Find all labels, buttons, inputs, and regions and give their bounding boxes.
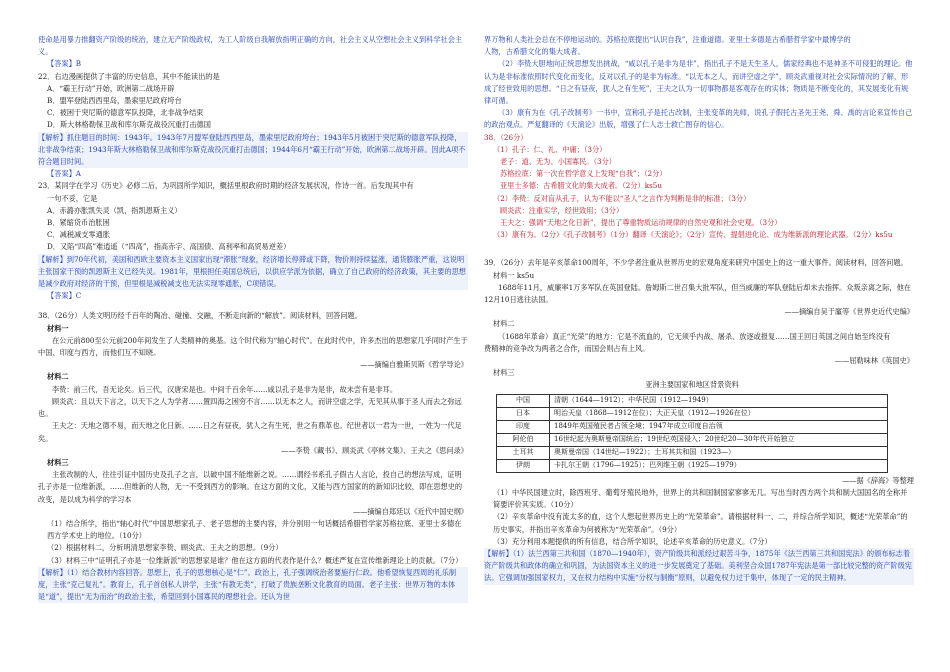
q23-option-d: D．又陷“四高”难逍遥（“四高”，指高赤字、高国债、高利率和高贸易逆差）	[47, 242, 291, 252]
left-column	[38, 34, 468, 603]
q39-question3: （3）充分利用本题提供的所有信息，结合所学知识，论述辛亥革命的历史意义。（7分）	[493, 536, 772, 546]
table-row	[497, 446, 888, 459]
q22-analysis: 【解析】抓住题目的时间：1943年。1943年7月盟军登陆西西里岛，墨索里尼政府垮台；1943年5月被困于突尼斯的德意军队投降，北非战争结束；1943年斯大林格勒保卫战和库尔斯克战役沉重打击德国；1944年6月“霸王行动”开始，欧洲第二战场开辟。因此A项不符合题目时间。	[38, 132, 468, 169]
q39-analysis: 【解析】（1）法兰西第三共和国（1870—1940年），资产阶级共和派经过艰苦斗争，1875年《法兰西第三共和国宪法》的颁布标志着资产阶级共和政体的确立和巩固，为法国资本主义的进一步发展奠定了基础。美利坚合众国1787年宪法是第一部比较完整的资产阶级宪法。它强调加强国家权力，又在权力结构中实施“分权与制衡”原则，以避免权力过于集中，体现了一定的民主精神。	[484, 548, 914, 585]
table-cell-info: 明治天皇（1868—1912在位）；大正天皇（1912—1926在位）	[550, 407, 888, 420]
q22-answer: 【答案】A	[47, 169, 81, 179]
q22-option-a: A．“霸王行动”开始，欧洲第二战场开辟	[47, 83, 175, 93]
table-cell-info: 奥斯曼帝国（14世纪—1922）；土耳其共和国（1923—）	[550, 446, 888, 459]
table-row	[497, 420, 888, 433]
q39-material2-source: ——屈勒味林《英国史》	[834, 356, 914, 366]
q38-answer-line1: （1）孔子：仁、礼、中庸；（3分）	[493, 144, 607, 154]
q38-material1-source: ——摘编自雅斯贝斯《哲学导论》	[360, 360, 468, 370]
q39-material1-title: 材料一 ks5u	[493, 270, 535, 280]
q38-stem: 38．（26分）人类文明历经千百年的陶冶、碰撞、交融，不断走向新的“解放”。阅读材料，回答问题。	[38, 311, 362, 321]
q22-stem: 22．右边漫画提供了丰富的历史信息，其中不能读出的是	[38, 71, 220, 81]
q21-analysis-tail: 使命是用暴力推翻资产阶级的统治，建立无产阶级政权，为工人阶级自我解放指明正确的方向，社会主义从空想社会主义到科学社会主义。	[38, 35, 463, 57]
q38-material2-li-zhi: 李贽：前三代，吾无论矣。后三代，汉唐宋是也。中间千百余年……咸以孔子是非为是非，故未尝有是非耳。	[52, 384, 398, 394]
q38-question1: （1）结合所学，指出“轴心时代”中国思想家孔子、老子思想的主要内容，并分别用一句话概括希腊哲学家苏格拉底、亚里士多德在西方学术史上的地位。（10分）	[47, 518, 462, 541]
table-cell-info: 卡扎尔王朝（1796—1925）；巴列维王朝（1925—1979）	[550, 459, 888, 472]
q38-analysis-cont-line2: 人物，古希腊文化的集大成者。	[484, 47, 585, 57]
background-table	[496, 394, 888, 473]
q23-option-b: B．紧缩货币治胀困	[47, 218, 110, 228]
q38-answer-line8: （3）康有为。（2分）《孔子改制考》（1分）翻译《天演论》；（2分）宣传、提倡进化论、成为维新派的理论武器。（2分）ks5u	[493, 230, 893, 240]
q38-material2-wang-fuzhi: 王夫之：天地之德不易，而天地之化日新。……日之有昼夜，犹人之有生死，世之有鼎革也。纪世者以一君为一世，一姓为一代足矣。	[38, 421, 462, 443]
table-cell-info: 清朝（1644—1912）；中华民国（1912—1949）	[550, 394, 888, 407]
q22-option-c: C．被困于突尼斯的德意军队投降，北非战争结束	[47, 108, 204, 118]
q38-question2: （2）根据材料二，分析明清思想家李贽、顾炎武、王夫之的思想。（9分）	[47, 543, 283, 553]
q22-option-d: D．斯大林格勒保卫战和库尔斯克战役沉重打击德国	[47, 120, 211, 130]
q39-material2-text: （1688年革命）真正“光荣”的地方：它是不流血的，它无须乎内战、屠杀、放逐或报复……国王回日英国之间自始至终没有	[498, 331, 891, 341]
q38-material3-title: 材料三	[47, 457, 69, 467]
q38-material2-gu-yanwu: 顾炎武：且以天下言之，以天下之人为学者……置四海之困穷不言……以无本之人，而讲空虚之学，无见其从事于圣人而去之弥远也。	[38, 396, 462, 419]
q39-material1-text: 1688年11月，威廉率1万多军队在英国登陆。詹姆斯二世召集大批军队，但当威廉的军队登陆后却未去指挥。众叛亲离之际，他在12月10日逃往法国。	[484, 282, 911, 305]
q39-table-source: ——据《辞海》等整理	[842, 475, 914, 485]
q38-analysis-part3: （3）康有为在《孔子改制考》一书中，宣称孔子是托古改制，主张变革的先师，说孔子假托古圣先王尧、舜、禹的言论来宣传自己的政治观点。严复翻译的《天演论》出版，增强了仁人志士救亡图存的信心。	[484, 108, 913, 130]
q23-option-c: C．减税减支零通胀	[47, 230, 111, 240]
q38-answer-line6: 顾炎武：注重实学，经世致用；（3分）	[500, 205, 624, 215]
q23-analysis: 【解析】到70年代初，美国和西欧主要资本主义国家出现“滞胀”现象，经济增长停滞或下降，物价则持续猛涨，通货膨胀严重，这说明主张国家干预的凯恩斯主义已经失灵。1981年，里根担任美国总统后，以供应学派为依据，确立了自己政府的经济政策，其主要的思想是减少政府对经济的干预，但里根是减税减支也无法实现零通胀，C项错误。	[38, 254, 468, 291]
q39-material3-title: 材料三	[493, 368, 515, 378]
q39-material2-text2: 费精神的竞争改为两者之合作，而国会则占有上风。	[484, 343, 650, 353]
table-cell-region: 日本	[497, 407, 550, 420]
q38-material1-text: 在公元前800至公元前200年间发生了人类精神的奥基。这个时代称为“轴心时代”。在此时代中，许多杰出的思想家几乎同时产生于中国、印度与西方，而他们互不知晓。	[38, 335, 468, 358]
q38-question3: （3）材料三中“证明孔子亦是一位维新派”的思想家是谁？他在这方面的代表作是什么？概述严复在宣传维新理论上的贡献。（7分）	[47, 555, 463, 565]
table-cell-region: 印度	[497, 420, 550, 433]
q39-question1: （1）中华民国建立时，除西班牙、葡萄牙殖民地外，世界上的共和国制国家寥寥无几。写出当时西方两个共和制大国国名的全称并简要评价其实质。（10分）	[493, 487, 908, 510]
table-row	[497, 407, 888, 420]
q39-material2-title: 材料二	[493, 319, 515, 329]
q38-answer-line5: （2）李贽：反对盲从孔子，认为不能以“圣人”之言作为判断是非的标准；（3分）	[493, 193, 751, 203]
q38-material3-source: ——摘编自郑廷以《近代中国史纲》	[352, 506, 468, 516]
q39-question2: （2）辛亥革命中没有流太多的血，这个人想起世界历史上的“光荣革命”。请根据材料一、二，并综合所学知识，概述“光荣革命”的历史事实，并指出辛亥革命为何被称为“光荣革命”。（9分）	[493, 512, 908, 534]
q38-material1-title: 材料一	[47, 323, 69, 333]
q38-answer-line7: 王夫之：强调“天地之化日新”，提出了尊重物质运动规律的自然史观和社会史观。（3分）	[500, 218, 782, 228]
q38-answer-title: 38．（26分）	[484, 132, 528, 142]
table-cell-info: 16世纪起为奥斯曼帝国统治；19世纪英国侵入；20世纪20—30年代开始独立	[550, 433, 888, 446]
q39-material1-source: ——摘编自吴于廑等《世界史近代史编》	[784, 307, 914, 317]
table-cell-info: 1849年英国殖民者占领全境；1947年成立印度自治领	[550, 420, 888, 433]
table-cell-region: 中国	[497, 394, 550, 407]
q38-material3-text: 主张改制的人，往往引证中国历史及孔子之言，以破中国不能维新之说。……谓经书系孔子假古人言论，投自己的想法写成，证明孔子亦是一位维新派，……但维新的人物，无一不受到西方的影响。在这方面的文化，又能与西方国家的的新知识比较，即在思想史的改变，是以成为科学的学习本	[38, 470, 463, 504]
q23-stem-line2: 一句不妥，它是	[47, 193, 98, 203]
q38-answer-line2: 老子：道、无为、小国寡民。（3分）	[500, 157, 616, 167]
table-row	[497, 394, 888, 407]
q38-material2-title: 材料二	[47, 372, 69, 382]
q38-analysis-part2: （2）李贽大胆地向正统思想发出挑战，“咸以孔子是非为是非”，指出孔子不是天生圣人，儒家经典也不是神圣不可侵犯的理论。他认为是非标准依照时代变化而变化，反对以孔子的是非为标准。“以无本之人，而讲空虚之学”，顾炎武重视对社会实际情况的了解，形成了经世致用的思想。“日之有昼夜，犹人之有生死”，王夫之认为一切事物都是客观存在的实体；物质是不断变化的，其发展变化有规律可循。	[484, 59, 913, 106]
q22-option-b: B．盟军登陆西西里岛，墨索里尼政府垮台	[47, 96, 182, 106]
q39-table-caption: 亚洲主要国家和地区背景资料	[645, 380, 739, 390]
table-cell-region: 阿伦伯	[497, 433, 550, 446]
table-row	[497, 433, 888, 446]
table-row	[497, 459, 888, 472]
table-cell-region: 伊朗	[497, 459, 550, 472]
q38-analysis-cont-line1: 界万物和人类社会总在不停地运动的。苏格拉底提出“认识自我”，注重道德。亚里士多德是古希腊哲学家中最博学的	[484, 35, 851, 44]
q39-stem: 39．（26分）去年是辛亥革命100周年，不少学者注重从世界历史的宏观角度来研究中国史上的这一重大事件。阅读材料，回答问题。	[484, 258, 908, 268]
q38-material2-source: ——李贽《藏书》、顾炎武《亭林文集》、王夫之《思问录》	[281, 445, 468, 455]
q38-answer-line3: 苏格拉底：第一次在哲学意义上发现“自我”；（2分）	[500, 169, 667, 179]
table-cell-region: 土耳其	[497, 446, 550, 459]
q38-analysis: 【解析】（1）结合教材内容回答。思想上，孔子的思想核心是“仁”。政治上，孔子强调统治者要施行仁政。他希望恢复西周的礼乐制度，主张“克己复礼”。教育上，孔子首创私人讲学，主张“有教无类”，打破了贵族垄断文化教育的局面。老子主张：世界万物的本体是“道”，提出“无为而治”的政治主张，希望回到小国寡民的理想社会。还认为世	[38, 567, 468, 604]
q38-answer-line4: 亚里士多德：古希腊文化的集大成者。（2分）ks5u	[500, 181, 662, 191]
right-column	[484, 34, 914, 585]
q23-option-a: A．赤潞亦胀凯失灵（凯，指凯恩斯主义）	[47, 205, 182, 215]
q21-answer: 【答案】B	[47, 59, 82, 69]
q23-answer: 【答案】C	[47, 291, 82, 301]
q23-stem-line1: 23．某同学在学习《历史》必修二后，为巩固所学知识，概括里根政府时期的经济发展状况，作诗一首。后发现其中有	[38, 181, 414, 191]
